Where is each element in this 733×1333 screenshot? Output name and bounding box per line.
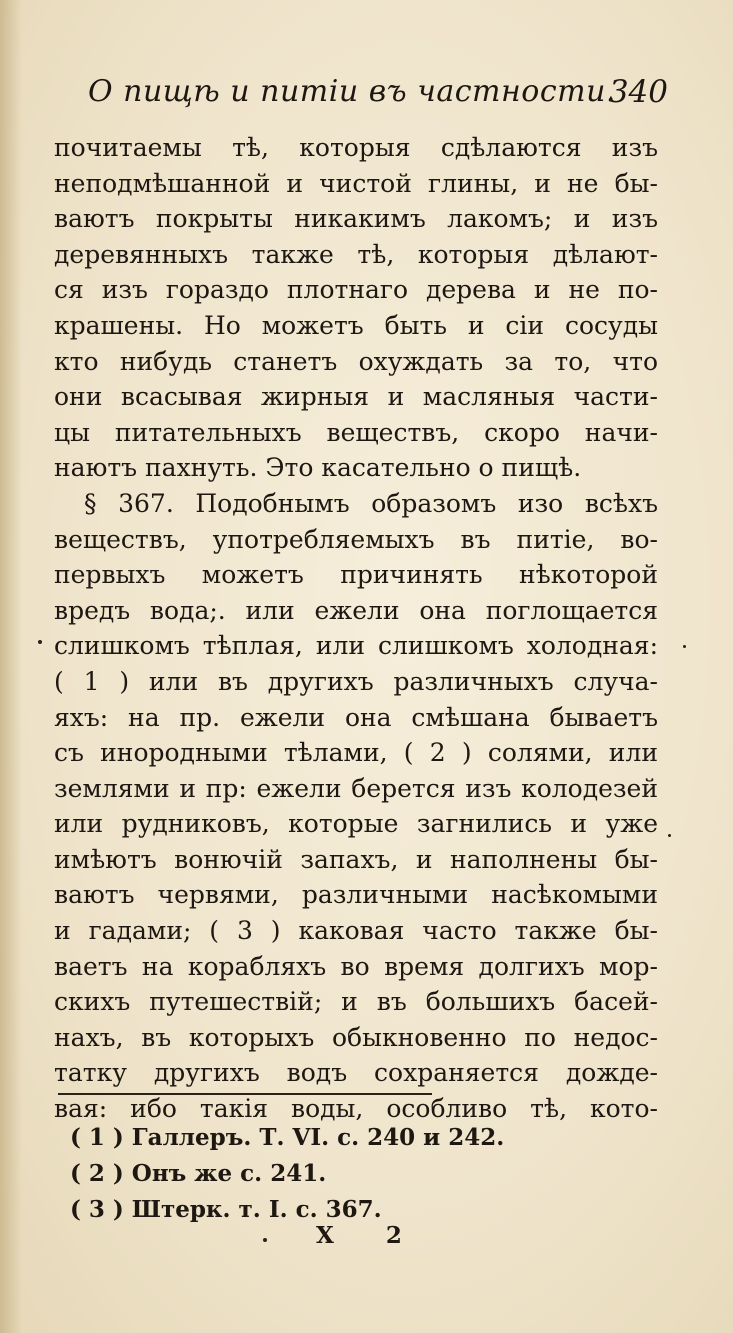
text-line: кто нибудь станетъ охуждать за то, что xyxy=(54,346,658,376)
page-spine-shadow xyxy=(0,0,22,1333)
text-line: они всасывая жирныя и масляныя части- xyxy=(54,382,658,412)
body-text xyxy=(54,130,658,1127)
text-line: вредъ вода;. или ежели она поглощается xyxy=(54,595,658,625)
text-line: наютъ пахнуть. Это касательно о пищѣ. xyxy=(54,453,582,483)
footnote-rule xyxy=(58,1093,432,1095)
running-head xyxy=(88,74,668,118)
text-line: ся изъ гораздо плотнаго дерева и не по- xyxy=(54,275,658,305)
ink-speck xyxy=(263,1238,267,1242)
text-line: и гадами; ( 3 ) каковая часто также бы- xyxy=(54,916,658,946)
ink-speck xyxy=(683,645,686,648)
text-line: яхъ: на пр. ежели она смѣшана бываетъ xyxy=(54,702,658,732)
footnote-3: ( 3 ) Штерк. т. I. с. 367. xyxy=(70,1196,382,1223)
footnote-2: ( 2 ) Онъ же с. 241. xyxy=(70,1160,327,1187)
text-line: землями и пр: ежели берется изъ колодезей xyxy=(54,773,658,803)
text-line: ( 1 ) или въ другихъ различныхъ случа- xyxy=(54,666,658,696)
section-start-line: § 367. Подобнымъ образомъ изо всѣхъ xyxy=(84,488,658,518)
ink-speck xyxy=(38,640,42,644)
text-line: скихъ путешествій; и въ большихъ басей- xyxy=(54,987,658,1017)
text-line: деревянныхъ также тѣ, которыя дѣлают- xyxy=(54,239,658,269)
text-line: вая: ибо такія воды, особливо тѣ, кото- xyxy=(54,1094,658,1124)
text-line: почитаемы тѣ, которыя сдѣлаются изъ xyxy=(54,133,658,162)
text-line: нахъ, въ которыхъ обыкновенно по недос- xyxy=(54,1022,658,1052)
text-line: съ инородными тѣлами, ( 2 ) солями, или xyxy=(54,738,658,768)
text-line: ваетъ на корабляхъ во время долгихъ мор- xyxy=(54,951,658,981)
page-number: 340 xyxy=(608,74,668,110)
running-title: О пищѣ и питіи въ частности. xyxy=(88,74,616,109)
footnote-1: ( 1 ) Галлеръ. Т. VI. с. 240 и 242. xyxy=(70,1124,505,1151)
text-line: цы питательныхъ веществъ, скоро начи- xyxy=(54,417,658,447)
text-line: ваютъ червями, различными насѣкомыми xyxy=(54,880,658,910)
text-line: веществъ, употребляемыхъ въ питіе, во- xyxy=(54,524,658,554)
text-line: ваютъ покрыты никакимъ лакомъ; и изъ xyxy=(54,204,658,234)
text-line: неподмѣшанной и чистой глины, и не бы- xyxy=(54,168,658,198)
text-line: татку другихъ водъ сохраняется дожде- xyxy=(54,1058,658,1088)
text-line: или рудниковъ, которые загнились и уже xyxy=(54,809,658,839)
text-line: имѣютъ вонючій запахъ, и наполнены бы- xyxy=(54,844,658,874)
footnotes xyxy=(70,1120,590,1228)
text-line: крашены. Но можетъ быть и сіи сосуды xyxy=(54,310,658,340)
ink-speck xyxy=(668,834,671,837)
signature-mark: X 2 xyxy=(316,1222,424,1249)
text-line: первыхъ можетъ причинять нѣкоторой xyxy=(54,560,658,590)
text-line: слишкомъ тѣплая, или слишкомъ холодная: xyxy=(54,631,658,661)
